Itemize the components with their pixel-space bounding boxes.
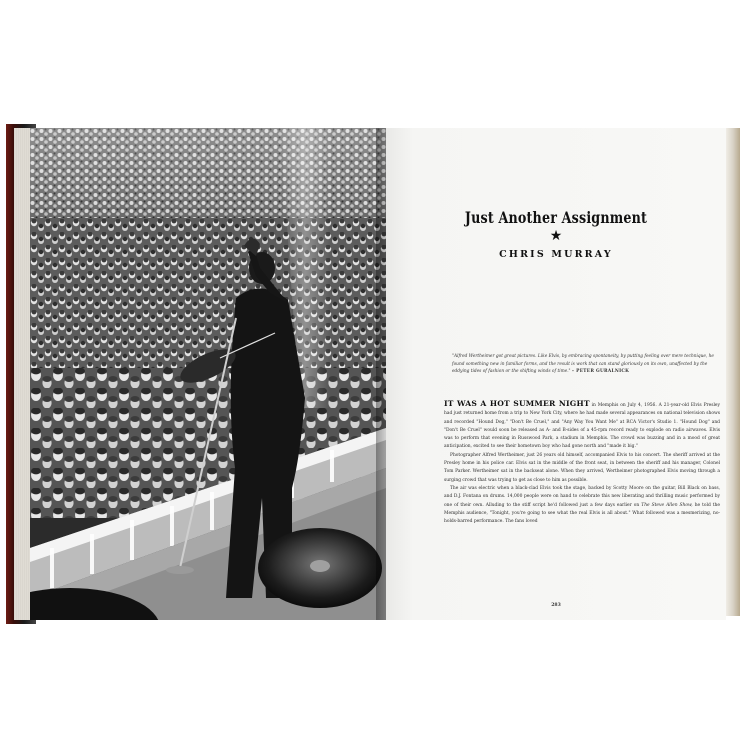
concert-photograph xyxy=(30,128,386,620)
body-paragraph-3 xyxy=(444,485,720,526)
star-icon: ★ xyxy=(549,228,563,244)
body-paragraph-1 xyxy=(444,400,720,452)
body-paragraph-2: Photographer Alfred Wertheimer, just 26 years old himself, accompanied Elvis to his concert. The sheriff arrived at the Presley home in his police car. Elvis sat in the middle of the front seat, in between the sheriff and his manager, Colonel Tom Parker. Wertheimer sat in the backseat alone. When they arrived, Wertheimer photographed Elvis moving through a surging crowd that was trying to get as close to him as possible. xyxy=(444,452,720,483)
epigraph-attribution: – PETER GURALNICK xyxy=(571,369,630,375)
body-paragraph-3-text-a: The air was electric when a black-clad Elvis took the stage, backed by Scotty Moore on the guitar, Bill Black on bass, and D.J. Fontana on drums. 14,000 people were on hand to celebrate this new liberating and thrilling music performed by one of their own. Alluding to the stiff script he'd followed just a few days earlier on xyxy=(444,485,720,508)
epigraph xyxy=(452,353,720,376)
page-number: 283 xyxy=(551,603,561,608)
lead-in: IT WAS A HOT SUMMER NIGHT xyxy=(444,399,590,408)
chapter-author: CHRIS MURRAY xyxy=(499,249,613,260)
text-page xyxy=(386,128,726,620)
show-title: The Steve Allen Show, xyxy=(641,502,693,508)
chapter-body xyxy=(444,400,720,526)
epigraph-text: "Alfred Wertheimer got great pictures. Like Elvis, by embracing spontaneity, by putting feeling over mere technique, he found something new in familiar forms, and the result is work that can stand gloriously on its own, unaffected by the eddying tides of fashion or the shifting winds of time." xyxy=(452,354,714,375)
chapter-title: Just Another Assignment xyxy=(464,208,648,227)
body-paragraph-3-text-b: he told the Memphis audience, "Tonight, you're going to see what the real Elvis is all about." What followed was a mesmerizing, no-holds-barred performance. The fans loved xyxy=(444,502,720,525)
body-paragraph-1-text: in Memphis on July 4, 1956. A 21-year-old Elvis Presley had just returned home from a trip to New York City, where he had made several appearances on national television shows and recorded "Hound Dog," "Don't Be Cruel," and "Any Way You Want Me" at RCA Victor's Studio 1. "Hound Dog" and "Don't Be Cruel" would soon be released as A- and B-sides of a 45-rpm record ready to explode on radio airwaves. Elvis was to perform that evening in Russwood Park, a stadium in Memphis. The crowd was buzzing and in a mood of great anticipation, excited to see their hometown boy who had gone north and "made it big." xyxy=(444,403,720,450)
page-stack-right xyxy=(726,128,740,616)
